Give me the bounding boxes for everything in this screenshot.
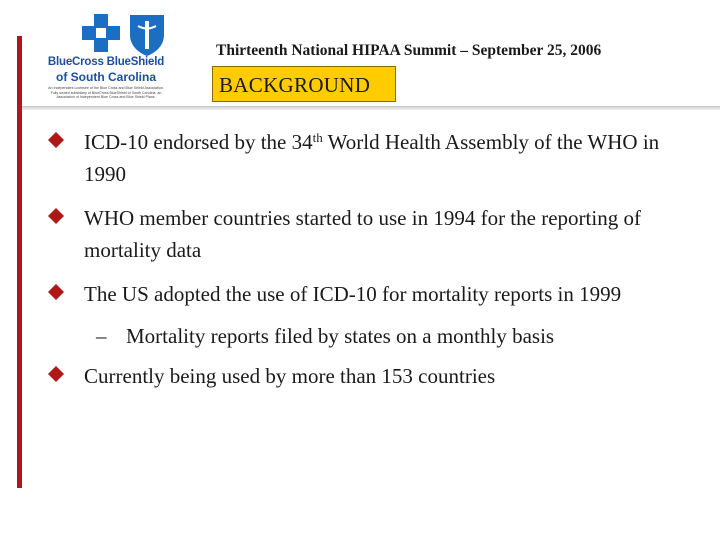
header-divider xyxy=(22,106,720,110)
brand-region: of South Carolina xyxy=(56,70,156,84)
section-title-box xyxy=(212,66,396,102)
bullet-item: ICD-10 endorsed by the 34th World Health Assembly of the WHO in 1990 xyxy=(40,126,700,190)
sub-bullet-dash: – xyxy=(96,324,107,348)
sub-bullet-item: – Mortality reports filed by states on a monthly basis xyxy=(40,320,700,352)
section-title: BACKGROUND xyxy=(219,73,371,97)
brand-tagline: An Independent Licensee of the Blue Cross and Blue Shield Association. Fully owned subsidiary of BlueCross BlueShield of South Carolina, an Association of Independent Blue Cross and Blue Shield Plans. xyxy=(48,86,164,100)
cross-and-shield-icon xyxy=(80,12,170,58)
bcbs-logo xyxy=(40,12,172,98)
slide-content xyxy=(40,126,700,404)
diamond-bullet-icon xyxy=(48,132,64,148)
bullet-item: WHO member countries started to use in 1994 for the reporting of mortality data xyxy=(40,202,700,266)
bullet-item: Currently being used by more than 153 countries xyxy=(40,360,700,392)
diamond-bullet-icon xyxy=(48,208,64,224)
diamond-bullet-icon xyxy=(48,284,64,300)
bullet-item: The US adopted the use of ICD-10 for mortality reports in 1999 xyxy=(40,278,700,310)
summit-title: Thirteenth National HIPAA Summit – September 25, 2006 xyxy=(216,42,602,59)
brand-name: BlueCross BlueShield xyxy=(47,56,165,68)
diamond-bullet-icon xyxy=(48,366,64,382)
